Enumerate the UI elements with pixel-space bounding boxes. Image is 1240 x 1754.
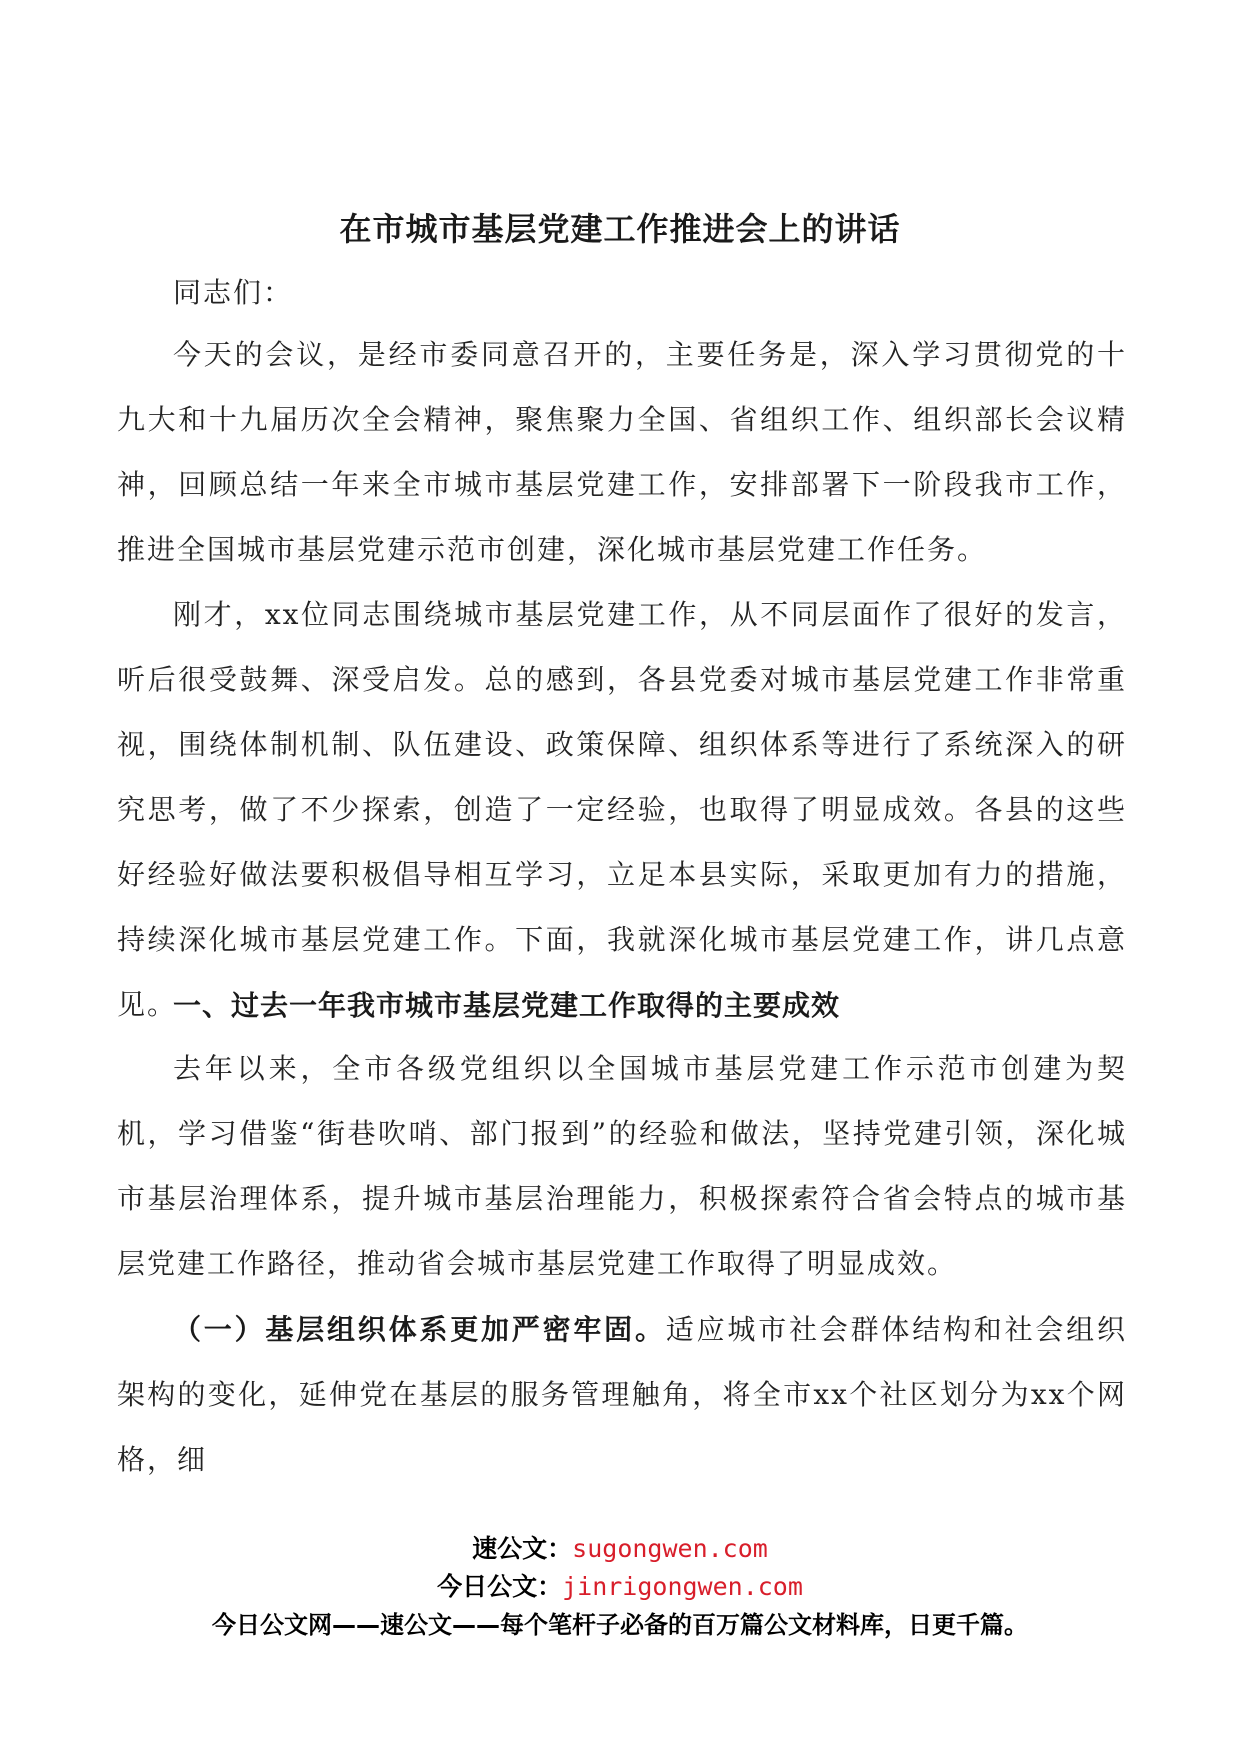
footer-link-sugongwen[interactable]: sugongwen.com (572, 1534, 768, 1563)
footer-slogan: 今日公文网——速公文——每个笔杆子必备的百万篇公文材料库，日更千篇。 (212, 1611, 1028, 1639)
subsection-lead: （一）基层组织体系更加严密牢固。 (173, 1313, 666, 1346)
footer-label-jinrigongwen: 今日公文： (437, 1572, 563, 1601)
footer-label-sugongwen: 速公文： (472, 1534, 573, 1563)
footer (0, 1530, 1240, 1644)
paragraph-intro: 今天的会议，是经市委同意召开的，主要任务是，深入学习贯彻党的十九大和十九届历次全会精神，聚焦聚力全国、省组织工作、组织部长会议精神，回顾总结一年来全市城市基层党建工作，安排部署下一阶段我市工作，推进全国城市基层党建示范市创建，深化城市基层党建工作任务。 (117, 338, 1127, 566)
document-title: 在市城市基层党建工作推进会上的讲话 (339, 210, 901, 248)
paragraph-speeches: 刚才，xx位同志围绕城市基层党建工作，从不同层面作了很好的发言，听后很受鼓舞、深受启发。总的感到，各县党委对城市基层党建工作非常重视，围绕体制机制、队伍建设、政策保障、组织体系等进行了系统深入的研究思考，做了不少探索，创造了一定经验，也取得了明显成效。各县的这些好经验好做法要积极倡导相互学习，立足本县实际，采取更加有力的措施，持续深化城市基层党建工作。下面，我就深化城市基层党建工作，讲几点意见。 (117, 598, 1127, 1021)
subsection-text: 适应城市社会群体结构和社会组织架构的变化，延伸党在基层的服务管理触角，将全市xx个社区划分为xx个网格，细 (117, 1313, 1127, 1476)
paragraph-achievements: 去年以来，全市各级党组织以全国城市基层党建工作示范市创建为契机，学习借鉴“街巷吹哨、部门报到”的经验和做法，坚持党建引领，深化城市基层治理体系，提升城市基层治理能力，积极探索符合省会特点的城市基层党建工作路径，推动省会城市基层党建工作取得了明显成效。 (117, 1052, 1127, 1280)
salutation: 同志们： (173, 276, 294, 309)
section-heading: 一、过去一年我市城市基层党建工作取得的主要成效 (173, 989, 841, 1022)
footer-line-jinrigongwen (0, 1568, 1240, 1606)
footer-link-jinrigongwen[interactable]: jinrigongwen.com (562, 1572, 803, 1601)
subsection-paragraph (117, 1297, 1127, 1492)
footer-line-sugongwen (0, 1530, 1240, 1568)
